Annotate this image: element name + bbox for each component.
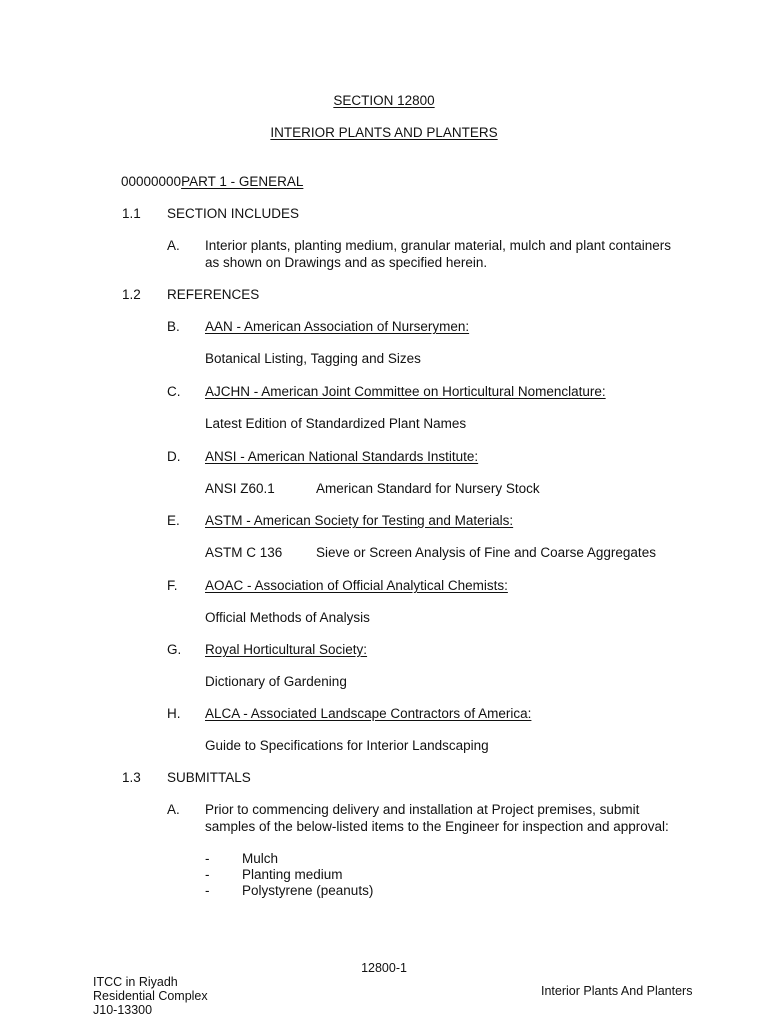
article-number: 1.1 bbox=[122, 206, 141, 221]
reference-code: ANSI Z60.1 bbox=[205, 481, 275, 496]
footer-project-line: J10-13300 bbox=[93, 1003, 153, 1017]
list-item: Planting medium bbox=[242, 867, 343, 882]
item-text-line: samples of the below-listed items to the Engineer for inspection and approval: bbox=[205, 819, 669, 834]
reference-code: ASTM C 136 bbox=[205, 545, 283, 560]
section-label: SECTION 12800 bbox=[333, 93, 435, 108]
item-text-line: Interior plants, planting medium, granular material, mulch and plant containers bbox=[205, 238, 671, 253]
part-prefix: 00000000 bbox=[121, 174, 182, 189]
reference-detail: Botanical Listing, Tagging and Sizes bbox=[205, 351, 421, 366]
reference-letter: H. bbox=[167, 706, 181, 721]
item-text-line: Prior to commencing delivery and installation at Project premises, submit bbox=[205, 802, 640, 817]
reference-detail: Latest Edition of Standardized Plant Names bbox=[205, 416, 467, 431]
item-letter: A. bbox=[167, 802, 180, 817]
list-dash: - bbox=[205, 851, 210, 866]
reference-detail: Sieve or Screen Analysis of Fine and Coarse Aggregates bbox=[316, 545, 656, 560]
reference-heading: AAN - American Association of Nurserymen: bbox=[205, 319, 470, 334]
footer-project-line: ITCC in Riyadh bbox=[93, 975, 178, 989]
reference-heading: Royal Horticultural Society: bbox=[205, 642, 368, 657]
part-title: PART 1 - GENERAL bbox=[181, 174, 304, 189]
item-letter: A. bbox=[167, 238, 180, 253]
reference-letter: C. bbox=[167, 384, 181, 399]
list-item: Mulch bbox=[242, 851, 279, 866]
reference-detail: Dictionary of Gardening bbox=[205, 674, 347, 689]
reference-detail: Official Methods of Analysis bbox=[205, 610, 370, 625]
reference-heading: AJCHN - American Joint Committee on Horticultural Nomenclature: bbox=[205, 384, 606, 399]
footer-project-line: Residential Complex bbox=[93, 989, 208, 1003]
article-title: SECTION INCLUDES bbox=[167, 206, 300, 221]
list-item: Polystyrene (peanuts) bbox=[242, 883, 374, 898]
article-number: 1.2 bbox=[122, 287, 141, 302]
reference-letter: F. bbox=[167, 578, 178, 593]
section-title: INTERIOR PLANTS AND PLANTERS bbox=[270, 125, 498, 140]
reference-letter: E. bbox=[167, 513, 180, 528]
article-title: REFERENCES bbox=[167, 287, 260, 302]
reference-letter: D. bbox=[167, 449, 181, 464]
reference-letter: B. bbox=[167, 319, 180, 334]
article-number: 1.3 bbox=[122, 770, 141, 785]
list-dash: - bbox=[205, 883, 210, 898]
reference-detail: Guide to Specifications for Interior Landscaping bbox=[205, 738, 489, 753]
reference-heading: ALCA - Associated Landscape Contractors of America: bbox=[205, 706, 532, 721]
article-title: SUBMITTALS bbox=[167, 770, 251, 785]
footer-document-title: Interior Plants And Planters bbox=[541, 984, 693, 998]
reference-heading: ASTM - American Society for Testing and Materials: bbox=[205, 513, 514, 528]
list-dash: - bbox=[205, 867, 210, 882]
reference-heading: AOAC - Association of Official Analytical Chemists: bbox=[205, 578, 508, 593]
reference-heading: ANSI - American National Standards Institute: bbox=[205, 449, 479, 464]
item-text-line: as shown on Drawings and as specified herein. bbox=[205, 255, 488, 270]
footer-project-block bbox=[93, 975, 208, 1017]
reference-letter: G. bbox=[167, 642, 182, 657]
page-number: 12800-1 bbox=[361, 961, 407, 975]
reference-detail: American Standard for Nursery Stock bbox=[316, 481, 540, 496]
part-heading bbox=[121, 173, 303, 190]
